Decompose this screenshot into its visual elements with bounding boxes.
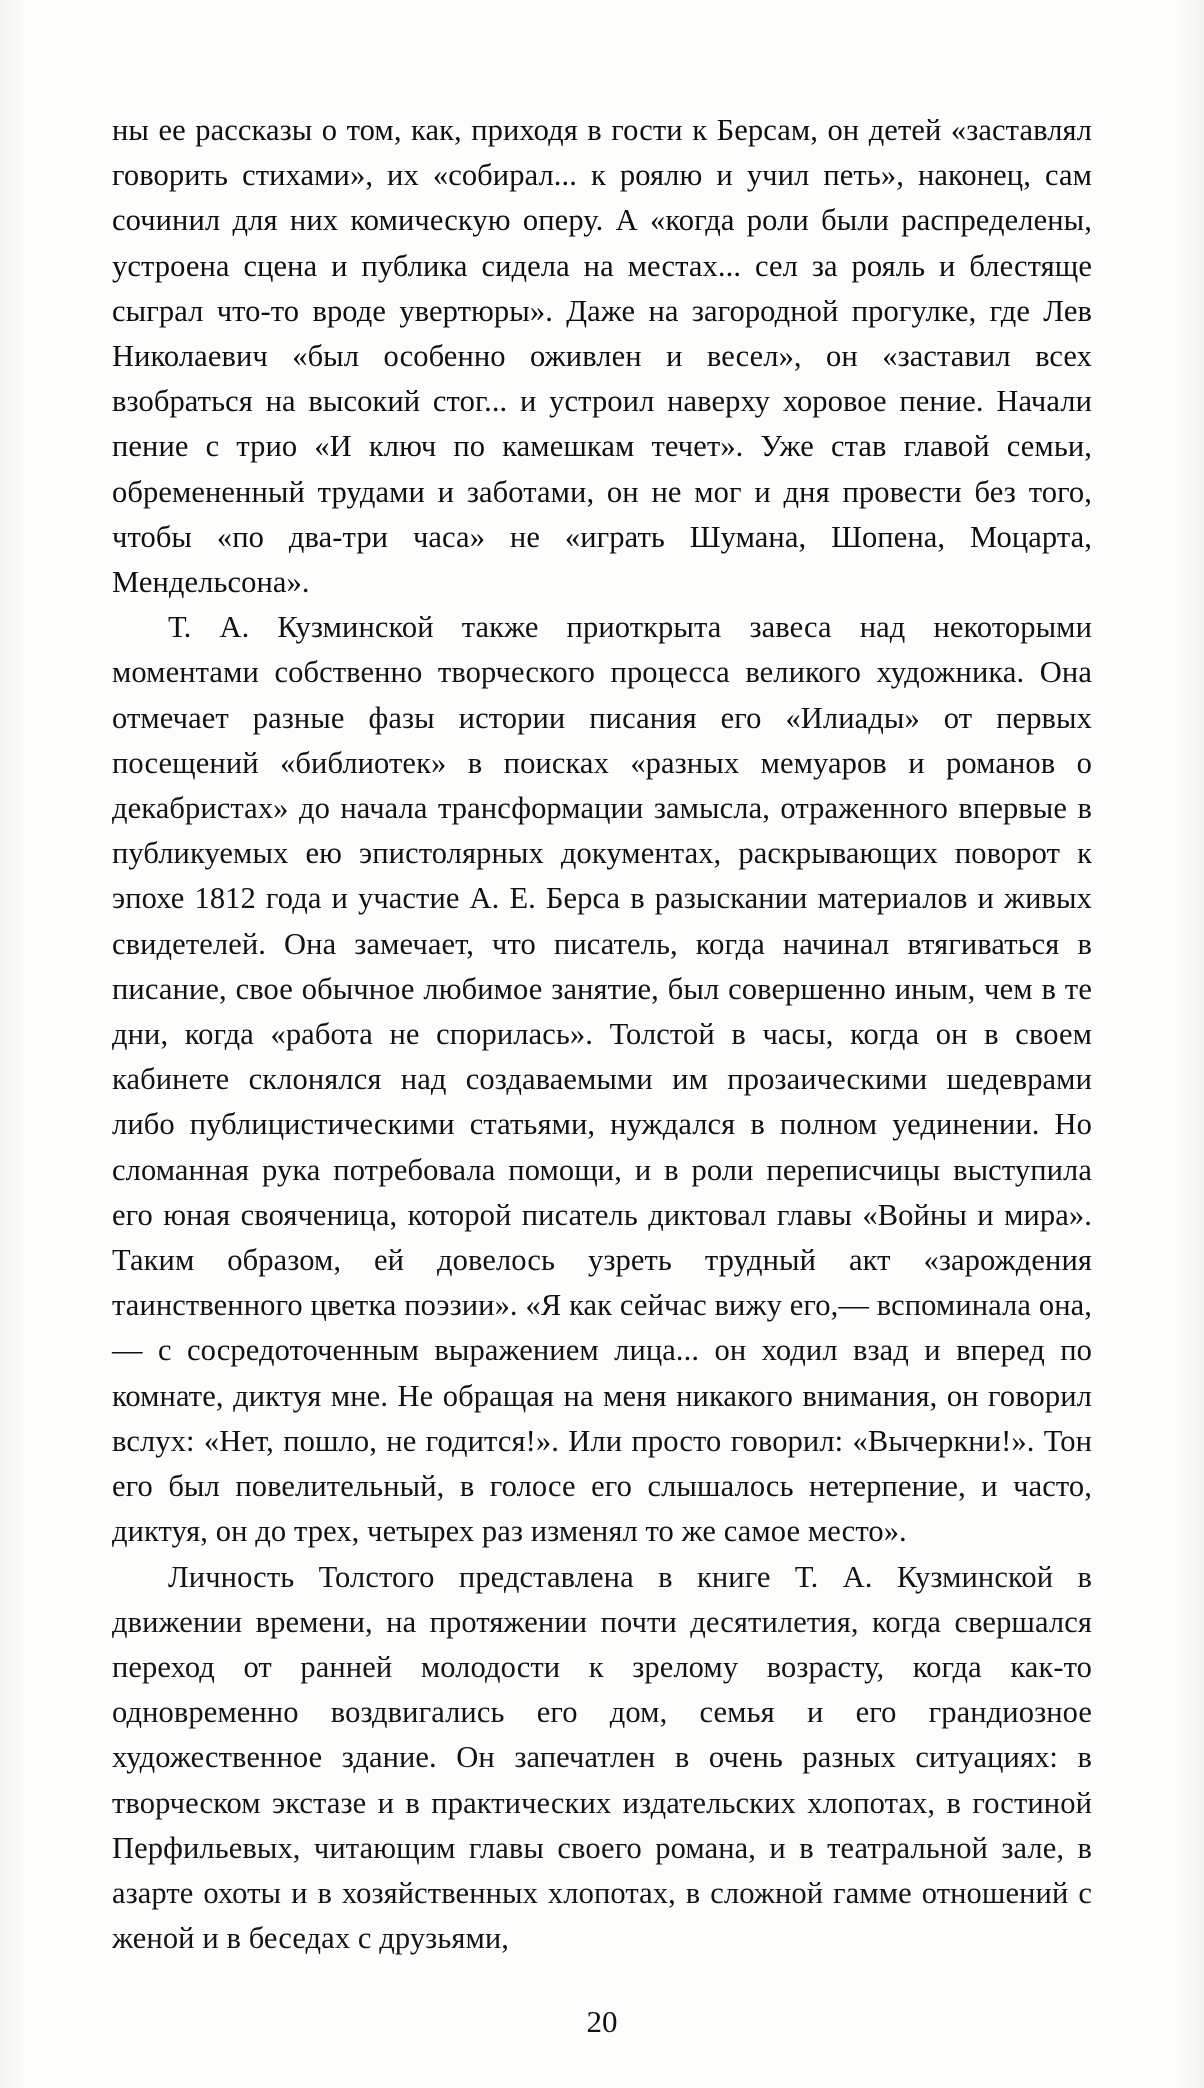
page-edge-shadow-right [1178,0,1204,2088]
page-body-text [112,108,1092,1961]
paragraph: Т. А. Кузминской также приоткрыта завеса над некоторыми моментами собственно творческого процесса великого художника. Она отмечает разные фазы истории писания его «Илиады» от первых посещений «библиотек» в поисках «разных мемуаров и романов о декабристах» до начала трансформации замысла, отраженного впервые в публикуемых ею эпистолярных документах, раскрывающих поворот к эпохе 1812 года и участие А. Е. Берса в разыскании материалов и живых свидетелей. Она замечает, что писатель, когда начинал втягиваться в писание, свое обычное любимое занятие, был совершенно иным, чем в те дни, когда «работа не спорилась». Толстой в часы, когда он в своем кабинете склонялся над создаваемыми им прозаическими шедеврами либо публицистическими статьями, нуждался в полном уединении. Но сломанная рука потребовала помощи, и в роли переписчицы выступила его юная свояченица, которой писатель диктовал главы «Войны и мира». Таким образом, ей довелось узреть трудный акт «зарождения таинственного цветка поэзии». «Я как сейчас вижу его,— вспоминала она,— с сосредоточенным выражением лица... он ходил взад и вперед по комнате, диктуя мне. Не обращая на меня никакого внимания, он говорил вслух: «Нет, пошло, не годится!». Или просто говорил: «Вычеркни!». Тон его был повелительный, в голосе его слышалось нетерпение, и часто, диктуя, он до трех, четырех раз изменял то же самое место». [112,610,1092,1549]
page-edge-shadow-left [0,0,26,2088]
paragraph: Личность Толстого представлена в книге Т. А. Кузминской в движении времени, на протяжении почти десятилетия, когда свершался переход от ранней молодости к зрелому возрасту, когда как-то одновременно воздвигались его дом, семья и его грандиозное художественное здание. Он запечатлен в очень разных ситуациях: в творческом экстазе и в практических издательских хлопотах, в гостиной Перфильевых, читающим главы своего романа, и в театральной зале, в азарте охоты и в хозяйственных хлопотах, в сложной гамме отношений с женой и в беседах с друзьями, [112,1559,1092,1956]
paragraph: ны ее рассказы о том, как, приходя в гости к Берсам, он детей «заставлял говорить стихами», их «собирал... к роялю и учил петь», наконец, сам сочинил для них комическую оперу. А «когда роли были распределены, устроена сцена и публика сидела на местах... сел за рояль и блестяще сыграл что-то вроде увертюры». Даже на загородной прогулке, где Лев Николаевич «был особенно оживлен и весел», он «заставил всех взобраться на высокий стог... и устроил наверху хоровое пение. Начали пение с трио «И ключ по камешкам течет». Уже став главой семьи, обремененный трудами и заботами, он не мог и дня провести без того, чтобы «по два-три часа» не «играть Шумана, Шопена, Моцарта, Мендельсона». [112,113,1092,600]
page-number: 20 [586,2004,618,2039]
